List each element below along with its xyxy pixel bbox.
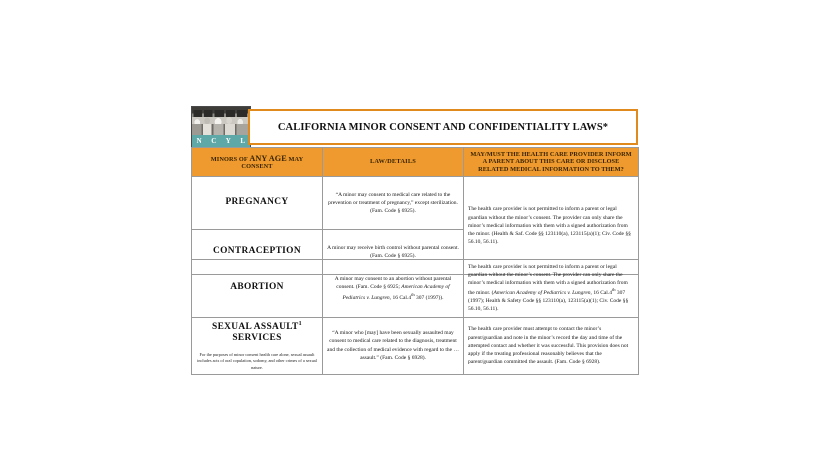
masthead [191,106,638,148]
consent-table-block-1 [191,147,639,275]
law-abortion-part1: A minor may consent to an abortion without parental consent. (Fam. Code § 6925; [334,276,452,291]
footnote-text: For the purposes of minor consent health care alone, sexual assault includes acts of oral copulation, sodomy, and other crimes of a sexual nature. [197,352,317,370]
notice-sexual-assault: The health care provider must attempt to contact the minor’s parent/guardian and note in the minor’s record the day and time of the attempted contact and whether it was successful. This provision does not apply if the treating professional reasonably believes that the parent/guardian committed the assault. (Fam. Code § 6928). [464,317,639,374]
header-topic-prefix: MINORS OF [210,155,250,163]
notice-abortion-part3: 307 (1997); Health & Safety Code §§ 123110(a), 123115(a)(1); Civ. Code §§ 56.10, 56.11). [468,290,629,313]
title-box [248,109,638,145]
law-contraception: A minor may receive birth control without parental consent. (Fam. Code § 6925). [323,230,464,275]
column-header-notice: MAY/MUST THE HEALTH CARE PROVIDER INFORM A PARENT ABOUT THIS CARE OR DISCLOSE RELATED MEDICAL INFORMATION TO THEM? [464,148,639,177]
notice-abortion-part2: 16 Cal.4 [591,290,612,297]
law-pregnancy: “A minor may consent to medical care related to the prevention or treatment of pregnancy,” except sterilization. (Fam. Code § 6925). [323,177,464,230]
notice-abortion-part1: The health care provider is not permitted to inform a parent or legal guardian without the minor’s consent. The provider can only share the minor’s medical information with them with a signed authorization from the minor. ( [468,264,628,297]
ncyl-letter-c: C [211,137,217,145]
document-title: CALIFORNIA MINOR CONSENT AND CONFIDENTIALITY LAWS* [277,121,609,133]
column-header-law: LAW/DETAILS [323,148,464,177]
table-row [192,177,639,230]
header-topic-suffix: MAY CONSENT [241,155,304,171]
notice-abortion-case: American Academy of Pediatrics v. Lungren, [493,290,592,297]
law-abortion-part2: 16 Cal.4 [391,294,412,301]
law-abortion-ordinal: th [411,291,415,297]
notice-abortion-ordinal: th [611,287,616,293]
law-abortion-case: American Academy of Pediatrics v. Lungren, [342,284,450,301]
consent-table-block-2 [191,259,639,375]
topic-pregnancy: PREGNANCY [192,177,323,230]
table-row [192,317,639,374]
ncyl-letters-band [192,135,250,147]
topic-sexual-assault [192,317,323,374]
notice-pregnancy-contraception: The health care provider is not permitted to inform a parent or legal guardian without the minor’s consent. The provider can only share the minor’s medical information with them with a signed authorization from the minor. (Health & Saf. Code §§ 123110(a), 123115(a)(1); Civ. Code §§ 56.10, 56.11). [464,177,639,275]
law-sexual-assault: “A minor who [may] have been sexually assaulted may consent to medical care related to the diagnosis, treatment and the collection of medical evidence with regard to the … assault.” (Fam. Code § 6928). [323,317,464,374]
ncyl-logo [191,106,251,148]
column-header-topic [192,148,323,177]
ncyl-letter-l: L [240,137,246,145]
notice-abortion [464,260,639,318]
ncyl-letter-n: N [196,137,202,145]
ncyl-letter-y: Y [225,137,232,145]
law-abortion [323,260,464,318]
topic-sexual-assault-suffix: SERVICES [232,333,282,344]
topic-abortion: ABORTION [192,260,323,318]
graduates-photo-icon [192,107,250,137]
law-abortion-part3: 307 (1997)). [414,294,444,301]
table-row [192,260,639,318]
topic-sexual-assault-prefix: SEXUAL ASSAULT [212,321,299,332]
header-topic-emphasis: ANY AGE [249,153,287,163]
table-header-row [192,148,639,177]
footnote-marker: 1 [298,320,302,327]
topic-contraception: CONTRACEPTION [192,230,323,275]
